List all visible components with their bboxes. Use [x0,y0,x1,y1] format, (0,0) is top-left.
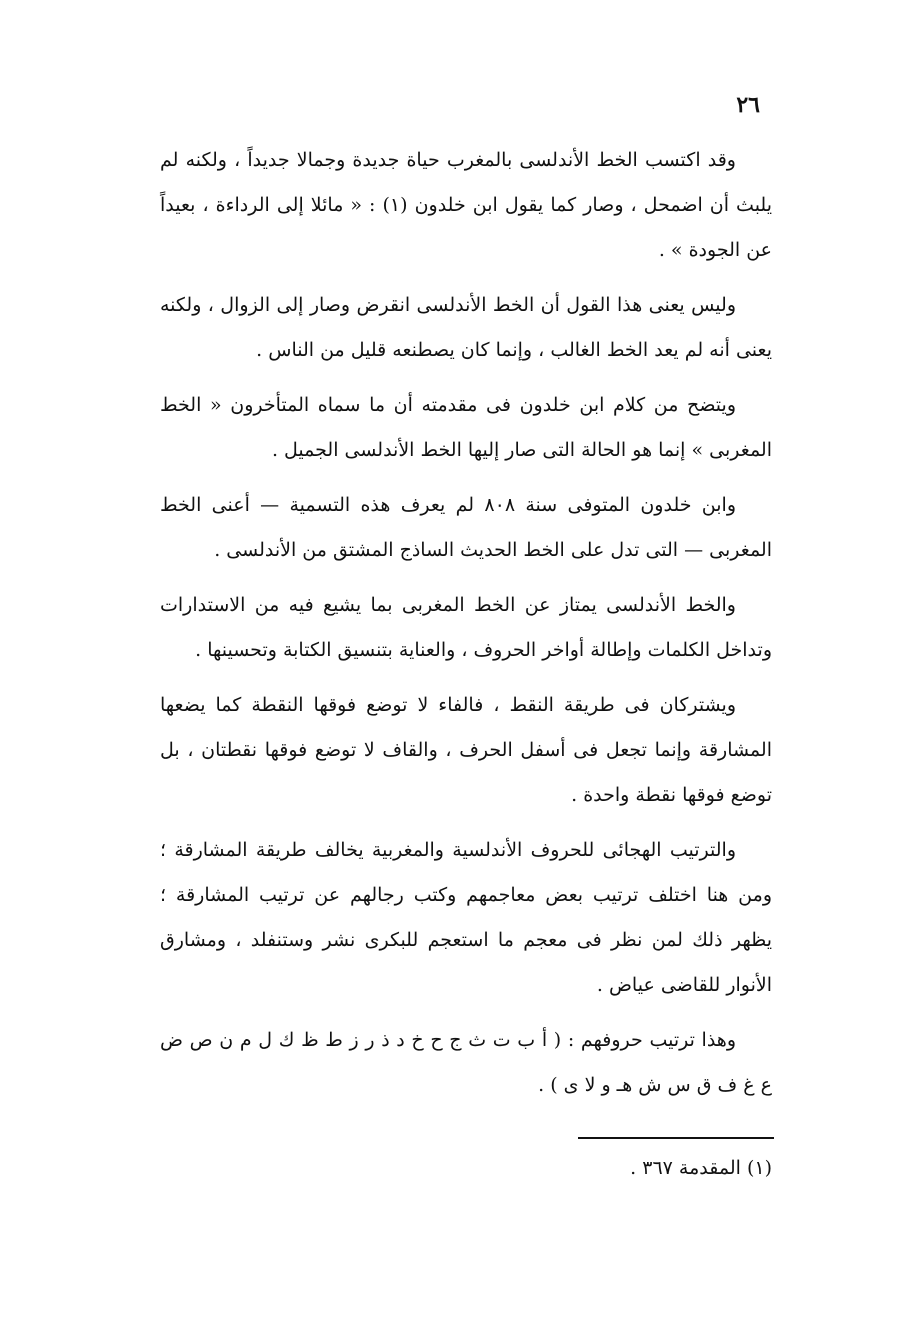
footnote: (١) المقدمة ٣٦٧ . [630,1157,772,1179]
body-text [160,138,772,1118]
paragraph-4: وابن خلدون المتوفى سنة ٨٠٨ لم يعرف هذه التسمية — أعنى الخط المغربى — التى تدل على الخط الحديث الساذج المشتق من الأندلسى . [160,494,772,561]
paragraph-1: وقد اكتسب الخط الأندلسى بالمغرب حياة جديدة وجمالا جديداً ، ولكنه لم يلبث أن اضمحل ، وصار كما يقول ابن خلدون (١) : « مائلا إلى الرداءة ، بعيداً عن الجودة » . [160,149,772,261]
paragraph-6: ويشتركان فى طريقة النقط ، فالفاء لا توضع فوقها النقطة كما يضعها المشارقة وإنما تجعل فى أسفل الحرف ، والقاف لا توضع فوقها نقطتان ، بل توضع فوقها نقطة واحدة . [160,694,772,806]
paragraph-8: وهذا ترتيب حروفهم : ( أ ب ت ث ج ح خ د ذ ر ز ط ظ ك ل م ن ص ض ع غ ف ق س ش هـ و لا ى ) . [160,1029,772,1096]
paragraph-3: ويتضح من كلام ابن خلدون فى مقدمته أن ما سماه المتأخرون « الخط المغربى » إنما هو الحالة التى صار إليها الخط الأندلسى الجميل . [160,394,772,461]
page-number: ٢٦ [736,92,760,118]
paragraph-5: والخط الأندلسى يمتاز عن الخط المغربى بما يشيع فيه من الاستدارات وتداخل الكلمات وإطالة أواخر الحروف ، والعناية بتنسيق الكتابة وتحسينها . [160,594,772,661]
paragraph-2: وليس يعنى هذا القول أن الخط الأندلسى انقرض وصار إلى الزوال ، ولكنه يعنى أنه لم يعد الخط الغالب ، وإنما كان يصطنعه قليل من الناس . [160,294,772,361]
paragraph-7: والترتيب الهجائى للحروف الأندلسية والمغربية يخالف طريقة المشارقة ؛ ومن هنا اختلف ترتيب بعض معاجمهم وكتب رجالهم عن ترتيب المشارقة ؛ يظهر ذلك لمن نظر فى معجم ما استعجم للبكرى نشر وستنفلد ، ومشارق الأنوار للقاضى عياض . [160,839,772,996]
footnote-separator [578,1137,774,1139]
